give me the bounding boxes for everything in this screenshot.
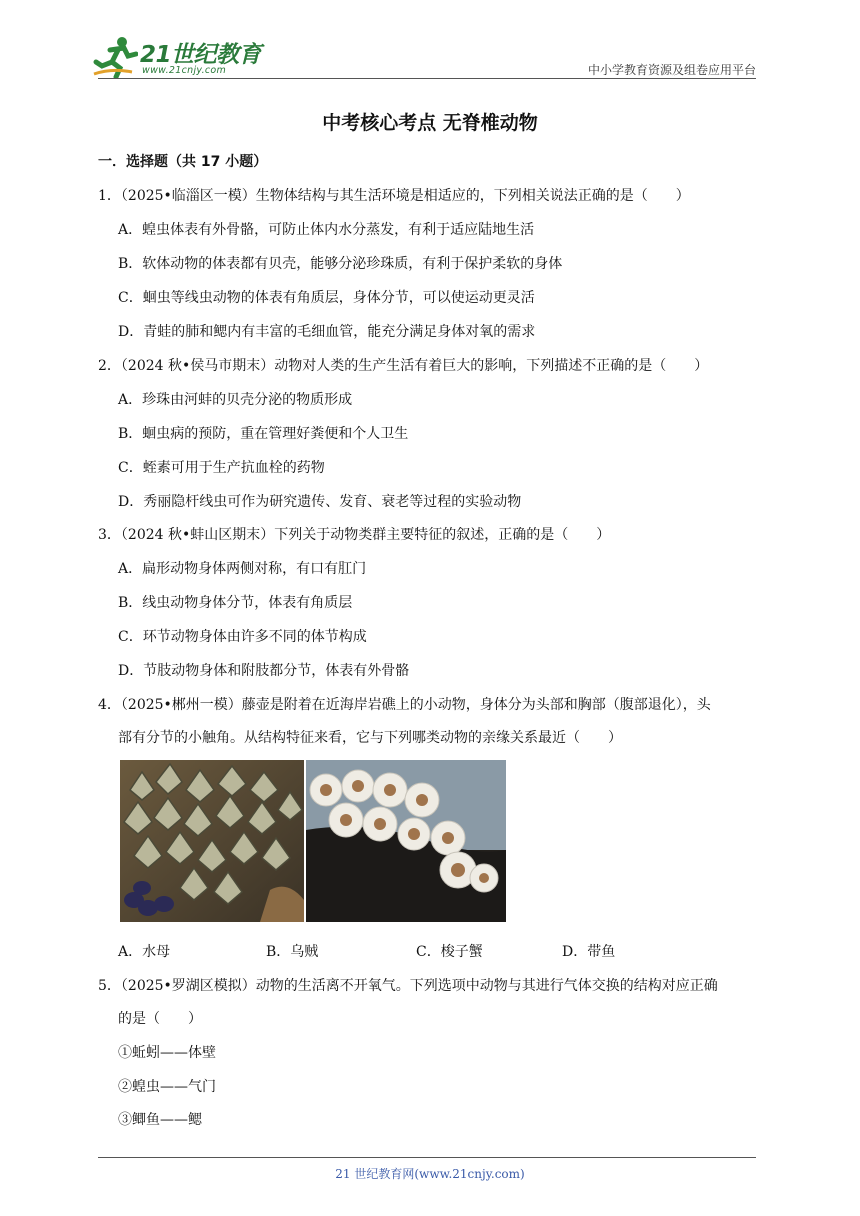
barnacle-photo-closeup — [306, 760, 506, 922]
option-d[interactable]: D．节肢动物身体和附肢都分节，体表有外骨骼 — [118, 663, 410, 679]
option-a[interactable]: A．蝗虫体表有外骨骼，可防止体内水分蒸发，有利于适应陆地生活 — [118, 222, 535, 238]
option-a[interactable]: A．扁形动物身体两侧对称，有口有肛门 — [118, 561, 367, 577]
option-d[interactable]: D．秀丽隐杆线虫可作为研究遗传、发育、衰老等过程的实验动物 — [118, 494, 522, 510]
question-stem: 4．（2025•郴州一模）藤壶是附着在近海岸岩礁上的小动物，身体分为头部和胸部（腹部退化），头 — [98, 697, 711, 713]
option-b[interactable]: B．蛔虫病的预防，重在管理好粪便和个人卫生 — [118, 426, 409, 442]
option-b[interactable]: B．软体动物的体表都有贝壳，能够分泌珍珠质，有利于保护柔软的身体 — [118, 256, 563, 272]
footer-divider — [98, 1157, 756, 1158]
option-c[interactable]: C．蛭素可用于生产抗血栓的药物 — [118, 460, 325, 476]
option-d[interactable]: D．青蛙的肺和鳃内有丰富的毛细血管，能充分满足身体对氧的需求 — [118, 324, 536, 340]
option-b[interactable]: B．乌贼 — [266, 944, 319, 960]
logo-text: 21世纪教育 — [140, 42, 262, 68]
barnacle-photos — [120, 760, 506, 922]
option-a[interactable]: A．珍珠由河蚌的贝壳分泌的物质形成 — [118, 392, 353, 408]
question-stem-continued: 部有分节的小触角。从结构特征来看，它与下列哪类动物的亲缘关系最近（ ） — [118, 730, 622, 746]
page-footer[interactable]: 21 世纪教育网(www.21cnjy.com) — [335, 1167, 525, 1181]
option-d[interactable]: D．带鱼 — [562, 944, 616, 960]
page-title: 中考核心考点 无脊椎动物 — [322, 112, 538, 134]
header-divider — [98, 78, 756, 79]
statement-item: ①蚯蚓——体壁 — [118, 1045, 216, 1061]
statement-item: ③鲫鱼——鳃 — [118, 1112, 202, 1128]
runner-icon — [92, 34, 138, 78]
statement-item: ②蝗虫——气门 — [118, 1079, 216, 1095]
question-stem: 5．（2025•罗湖区模拟）动物的生活离不开氧气。下列选项中动物与其进行气体交换的结构对应正确 — [98, 978, 718, 994]
option-a[interactable]: A．水母 — [118, 944, 171, 960]
question-stem: 3．（2024 秋•蚌山区期末）下列关于动物类群主要特征的叙述，正确的是（ ） — [98, 527, 611, 543]
logo-url: www.21cnjy.com — [142, 65, 227, 76]
section-heading: 一．选择题（共 17 小题） — [98, 154, 268, 170]
question-stem: 1．（2025•临淄区一模）生物体结构与其生活环境是相适应的，下列相关说法正确的是（ ） — [98, 188, 690, 204]
option-c[interactable]: C．梭子蟹 — [416, 944, 483, 960]
question-stem: 2．（2024 秋•侯马市期末）动物对人类的生产生活有着巨大的影响，下列描述不正确的是（ ） — [98, 358, 709, 374]
barnacle-photo-rocks — [120, 760, 304, 922]
option-b[interactable]: B．线虫动物身体分节，体表有角质层 — [118, 595, 353, 611]
option-c[interactable]: C．蛔虫等线虫动物的体表有角质层，身体分节，可以使运动更灵活 — [118, 290, 535, 306]
page-header — [0, 0, 860, 90]
option-c[interactable]: C．环节动物身体由许多不同的体节构成 — [118, 629, 367, 645]
option-row — [118, 941, 615, 961]
site-logo[interactable] — [92, 34, 262, 80]
platform-name: 中小学教育资源及组卷应用平台 — [587, 63, 756, 77]
question-stem-continued: 的是（ ） — [118, 1011, 202, 1027]
